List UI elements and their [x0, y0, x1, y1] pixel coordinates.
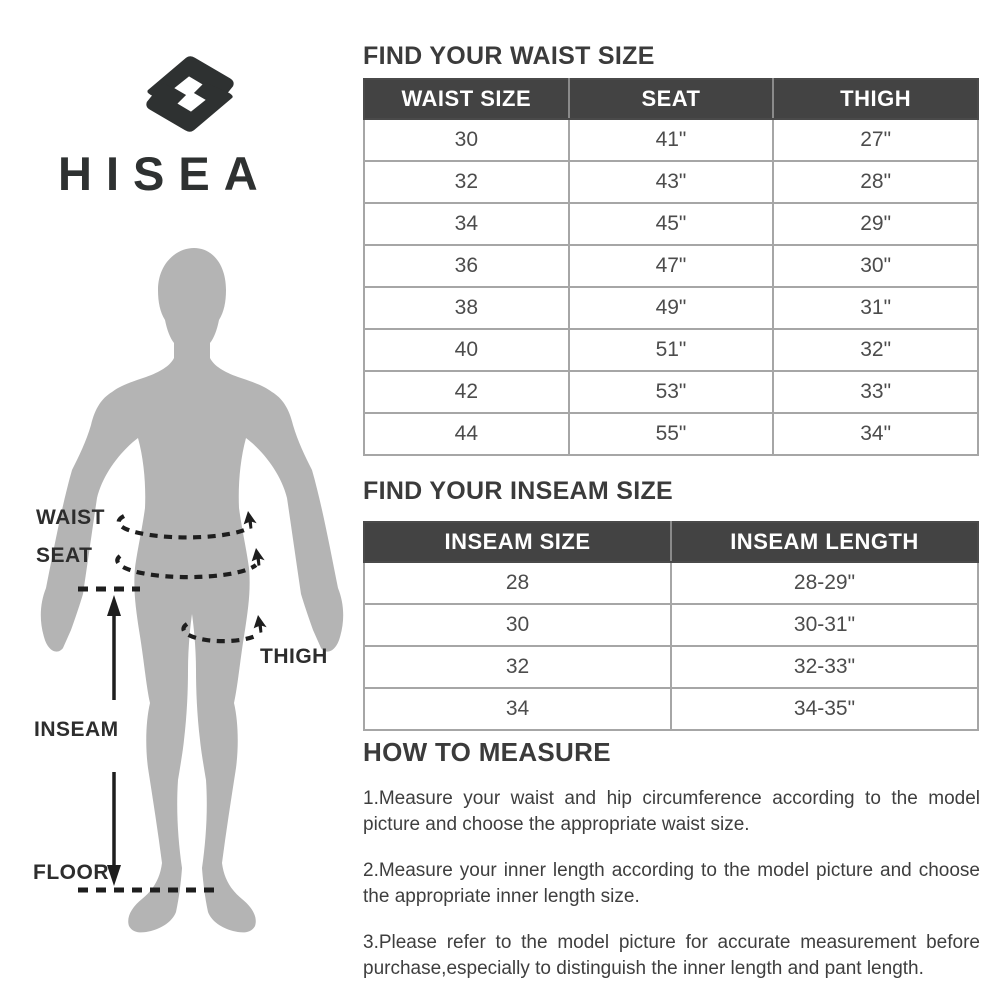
diagram-label-seat: SEAT	[36, 544, 93, 567]
table-cell: 51"	[569, 329, 774, 371]
diagram-label-floor: FLOOR	[33, 861, 109, 884]
table-cell: 40	[364, 329, 569, 371]
cursor-arrow-icon	[243, 511, 260, 530]
table-row	[364, 329, 978, 371]
table-cell: 55"	[569, 413, 774, 455]
table-cell: 29"	[773, 203, 978, 245]
table-row	[364, 203, 978, 245]
inseam-size-table	[363, 521, 979, 731]
diagram-label-inseam: INSEAM	[34, 718, 119, 741]
diagram-label-waist: WAIST	[36, 506, 105, 529]
table-row	[364, 245, 978, 287]
table-cell: 49"	[569, 287, 774, 329]
table-row	[364, 562, 978, 604]
hisea-logo-icon	[141, 44, 239, 144]
table-cell: 33"	[773, 371, 978, 413]
table-row	[364, 413, 978, 455]
table-cell: 28-29"	[671, 562, 978, 604]
table-cell: 45"	[569, 203, 774, 245]
table-cell: 36	[364, 245, 569, 287]
table-cell: 30	[364, 119, 569, 161]
cursor-arrow-icon	[253, 615, 270, 634]
diagram-label-thigh: THIGH	[260, 645, 328, 668]
measure-section-title: HOW TO MEASURE	[363, 737, 611, 767]
waist-section-title: FIND YOUR WAIST SIZE	[363, 42, 655, 70]
measure-step-3: 3.Please refer to the model picture for accurate measurement before purchase,especially to distinguish the inner length and pant length.	[363, 932, 980, 979]
table-row	[364, 646, 978, 688]
table-header-row	[364, 522, 978, 562]
column-header: WAIST SIZE	[364, 79, 569, 119]
table-cell: 32"	[773, 329, 978, 371]
table-cell: 43"	[569, 161, 774, 203]
table-cell: 31"	[773, 287, 978, 329]
column-header: INSEAM SIZE	[364, 522, 671, 562]
brand-wordmark: HISEA	[58, 147, 272, 200]
table-row	[364, 688, 978, 730]
table-row	[364, 119, 978, 161]
table-cell: 32	[364, 646, 671, 688]
column-header: INSEAM LENGTH	[671, 522, 978, 562]
table-cell: 34-35"	[671, 688, 978, 730]
inseam-section-title: FIND YOUR INSEAM SIZE	[363, 477, 674, 505]
table-row	[364, 371, 978, 413]
table-cell: 30"	[773, 245, 978, 287]
logo-diamond-icon	[141, 44, 239, 144]
table-header-row	[364, 79, 978, 119]
table-cell: 44	[364, 413, 569, 455]
measure-step-1: 1.Measure your waist and hip circumference according to the model picture and choose the appropriate waist size.	[363, 788, 980, 835]
table-cell: 47"	[569, 245, 774, 287]
table-cell: 34"	[773, 413, 978, 455]
column-header: THIGH	[773, 79, 978, 119]
measure-step-2: 2.Measure your inner length according to the model picture and choose the appropriate inner length size.	[363, 860, 980, 907]
table-cell: 27"	[773, 119, 978, 161]
table-cell: 30-31"	[671, 604, 978, 646]
table-cell: 34	[364, 688, 671, 730]
column-header: SEAT	[569, 79, 774, 119]
arrow-up-icon	[107, 595, 121, 616]
table-cell: 32	[364, 161, 569, 203]
table-cell: 32-33"	[671, 646, 978, 688]
table-row	[364, 161, 978, 203]
body-silhouette-diagram	[20, 235, 350, 950]
arrow-down-icon	[107, 865, 121, 886]
table-cell: 42	[364, 371, 569, 413]
how-to-measure-section	[363, 737, 980, 1002]
table-cell: 28	[364, 562, 671, 604]
table-cell: 30	[364, 604, 671, 646]
table-cell: 34	[364, 203, 569, 245]
table-cell: 28"	[773, 161, 978, 203]
table-row	[364, 604, 978, 646]
table-cell: 53"	[569, 371, 774, 413]
table-row	[364, 287, 978, 329]
table-cell: 41"	[569, 119, 774, 161]
table-cell: 38	[364, 287, 569, 329]
waist-size-table	[363, 78, 979, 456]
